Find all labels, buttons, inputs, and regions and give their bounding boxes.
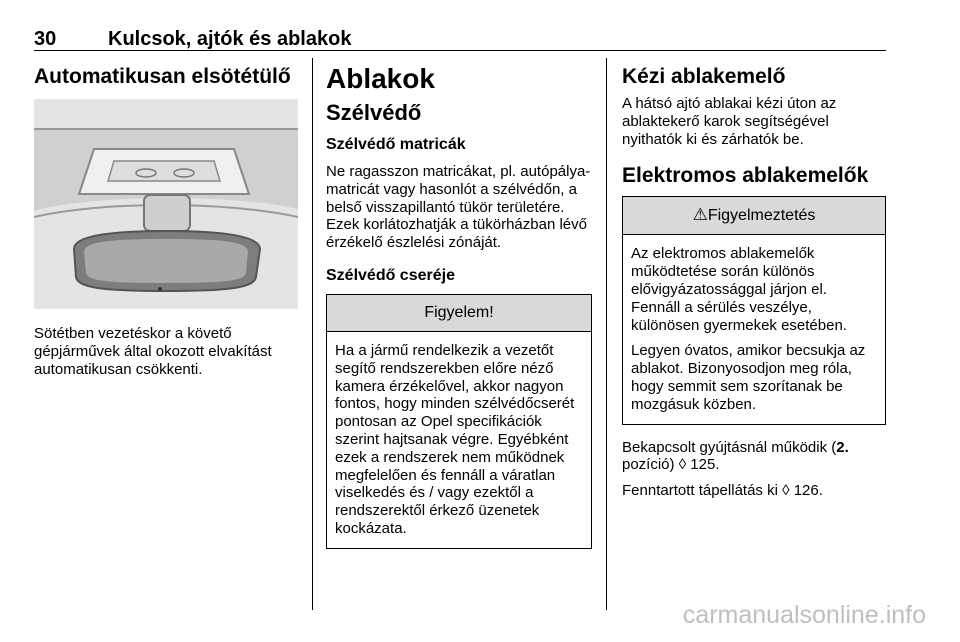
topic-heading: Szélvédő cseréje — [326, 266, 455, 284]
sticker-paragraph: Ne ragasszon matricákat, pl. autópálya-matricát vagy hasonlót a szélvédőn, a belső visszapillantó tükör területére. Ezek korlátozhatják a tükörházban lévő érzékelő észlelési zónáját. — [326, 163, 591, 252]
rearview-mirror-illustration — [34, 99, 298, 309]
section-heading: Elektromos ablakemelők — [622, 164, 869, 188]
manual-window-paragraph: A hátsó ajtó ablakai kézi úton az ablaktekerő karok segítségével nyithatók ki és zárhatók be. — [622, 95, 837, 148]
running-title: Kulcsok, ajtók és ablakok — [108, 28, 352, 50]
ignition-paragraph: Bekapcsolt gyújtásnál működik (2. pozíció) ◊ 125. — [622, 438, 849, 474]
page-ref-icon: ◊ — [678, 456, 687, 474]
column-divider — [312, 58, 313, 610]
chapter-heading: Ablakok — [326, 63, 435, 94]
warning-box — [622, 196, 886, 424]
notice-box — [326, 294, 592, 549]
mirror-description: Sötétben vezetéskor a követő gépjárművek által okozott elvakítást automatikusan csökkenti. — [34, 325, 272, 378]
column-divider — [606, 58, 607, 610]
page-reference[interactable]: 126. — [793, 482, 823, 500]
page-number: 30 — [34, 28, 57, 50]
warning-text: Az elektromos ablakemelők működtetése során különös elővigyázatossággal járjon el. Fennáll a sérülés veszélye, különösen gyermekek esetében. — [631, 245, 847, 334]
column-right — [622, 63, 886, 508]
column-middle — [326, 63, 592, 563]
notice-title: Figyelem! — [327, 295, 591, 332]
warning-text: Legyen óvatos, amikor becsukja az ablakot. Bizonyosodjon meg róla, hogy semmit sem szorítanak be mozgásuk közben. — [631, 342, 866, 413]
notice-text: Ha a jármű rendelkezik a vezetőt segítő rendszerekben előre néző kamera érzékelővel, akkor nagyon fontos, hogy minden szélvédőcserét pontosan az Opel specifikációk szerint hajtsanak végre. Egyébként ezek a rendszerek nem működnek megfelelően és fennáll a váratlan viselkedés és / vagy ezektől a rendszerektől érkező üzenetek kockázata. — [335, 341, 575, 537]
page-header — [34, 28, 886, 51]
retained-power-paragraph: Fenntartott tápellátás ki ◊ 126. — [622, 482, 823, 500]
warning-title: Figyelmeztetés — [707, 207, 816, 225]
topic-heading: Szélvédő matricák — [326, 136, 466, 153]
warning-triangle-icon: ⚠ — [692, 205, 708, 225]
section-heading: Kézi ablakemelő — [622, 65, 786, 88]
column-left — [34, 63, 298, 386]
page-reference[interactable]: 125. — [690, 456, 720, 474]
section-heading: Automatikusan elsötétülő — [34, 65, 291, 88]
watermark: carmanualsonline.info — [682, 601, 926, 629]
page-ref-icon: ◊ — [782, 482, 790, 500]
warning-header — [623, 197, 885, 235]
subsection-heading: Szélvédő — [326, 100, 422, 125]
